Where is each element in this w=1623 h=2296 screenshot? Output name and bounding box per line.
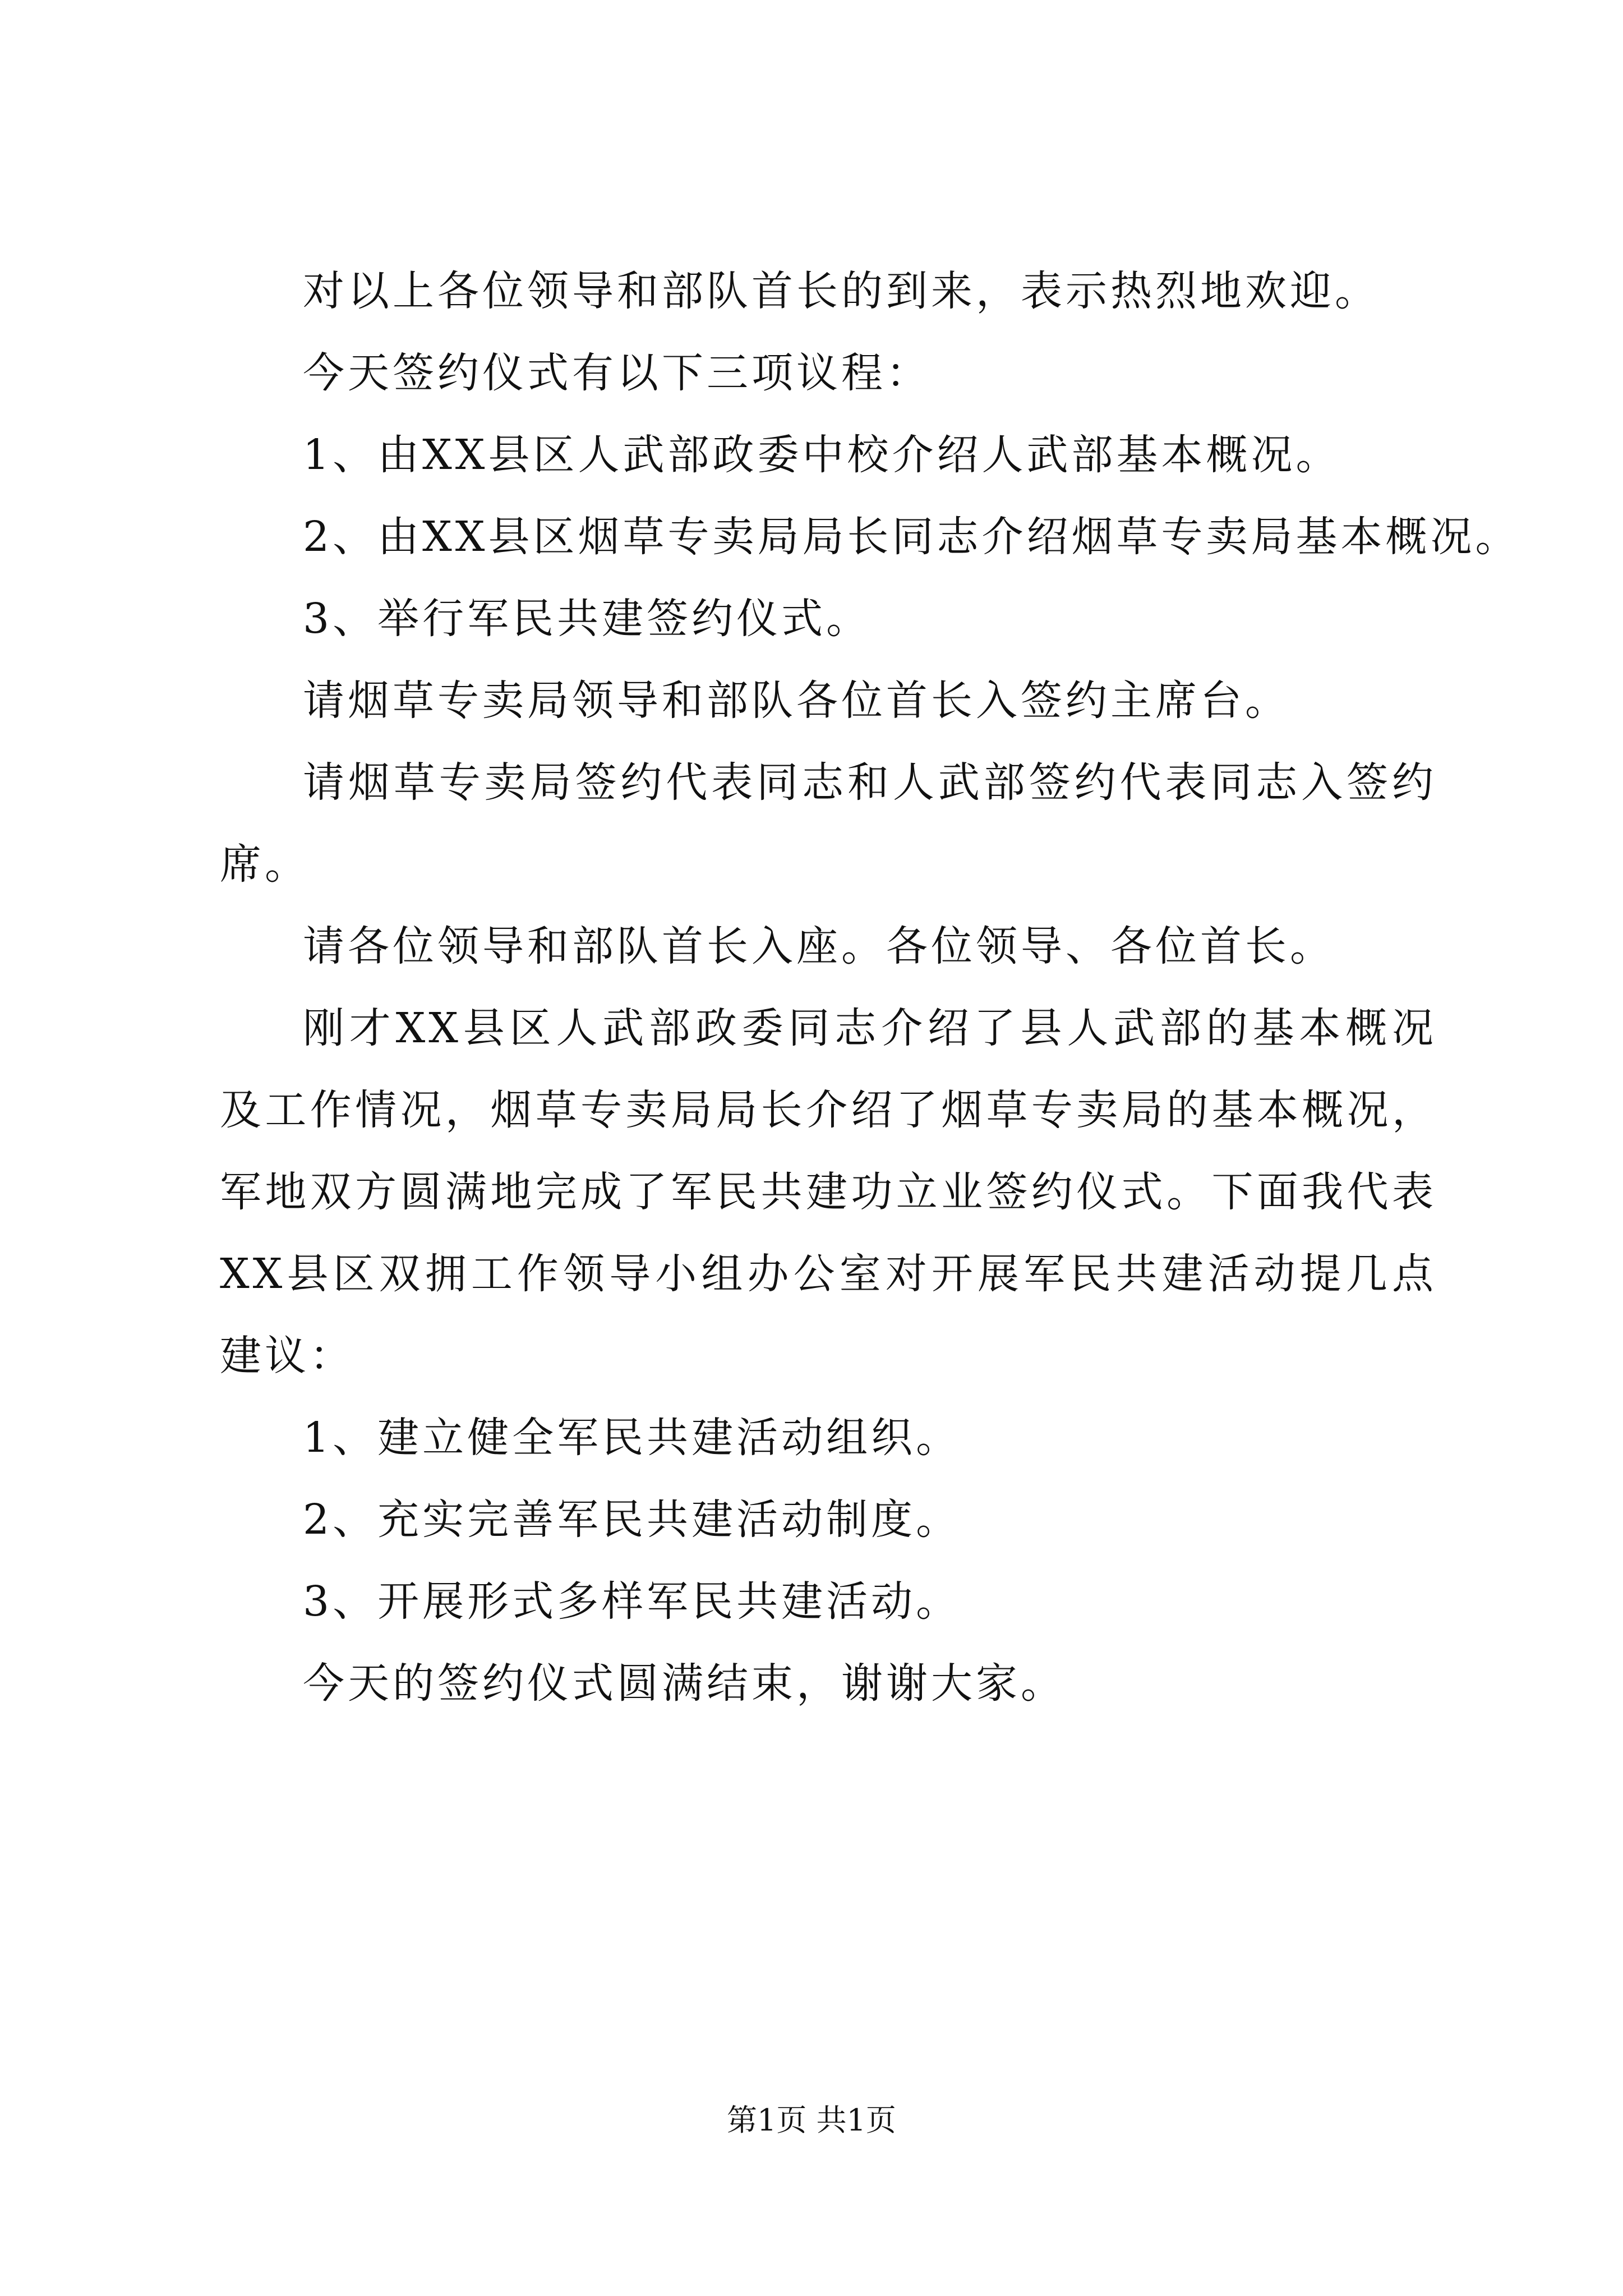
page-number-footer: 第1页 共1页 (727, 2102, 896, 2138)
paragraph-suggestion-3: 3、开展形式多样军民共建活动。 (303, 1577, 961, 1626)
paragraph-summary-and-suggestions: 刚才XX县区人武部政委同志介绍了县人武部的基本概况及工作情况，烟草专卖局局长介绍了烟草专卖局的基本概况，军地双方圆满地完成了军民共建功立业签约仪式。下面我代表XX县区双拥工作领导小组办公室对开展军民共建活动提几点建议： (220, 1004, 1437, 1380)
document-body (220, 250, 1520, 1724)
paragraph-suggestion-1: 1、建立健全军民共建活动组织。 (303, 1414, 961, 1462)
paragraph-invite-signing-seats: 请烟草专卖局签约代表同志和人武部签约代表同志入签约席。 (220, 758, 1437, 889)
paragraph-invite-stage: 请烟草专卖局领导和部队各位首长入签约主席台。 (303, 677, 1290, 725)
paragraph-suggestion-2: 2、充实完善军民共建活动制度。 (303, 1496, 961, 1544)
paragraph-welcome: 对以上各位领导和部队首长的到来，表示热烈地欢迎。 (303, 267, 1380, 315)
paragraph-agenda-item-3: 3、举行军民共建签约仪式。 (303, 595, 872, 643)
paragraph-closing: 今天的签约仪式圆满结束，谢谢大家。 (303, 1659, 1066, 1708)
paragraph-invite-seated: 请各位领导和部队首长入座。各位领导、各位首长。 (303, 922, 1335, 970)
paragraph-agenda-item-2: 2、由XX县区烟草专卖局局长同志介绍烟草专卖局基本概况。 (303, 513, 1520, 561)
paragraph-agenda-item-1: 1、由XX县区人武部政委中校介绍人武部基本概况。 (303, 431, 1341, 479)
paragraph-agenda-intro: 今天签约仪式有以下三项议程： (303, 349, 931, 397)
